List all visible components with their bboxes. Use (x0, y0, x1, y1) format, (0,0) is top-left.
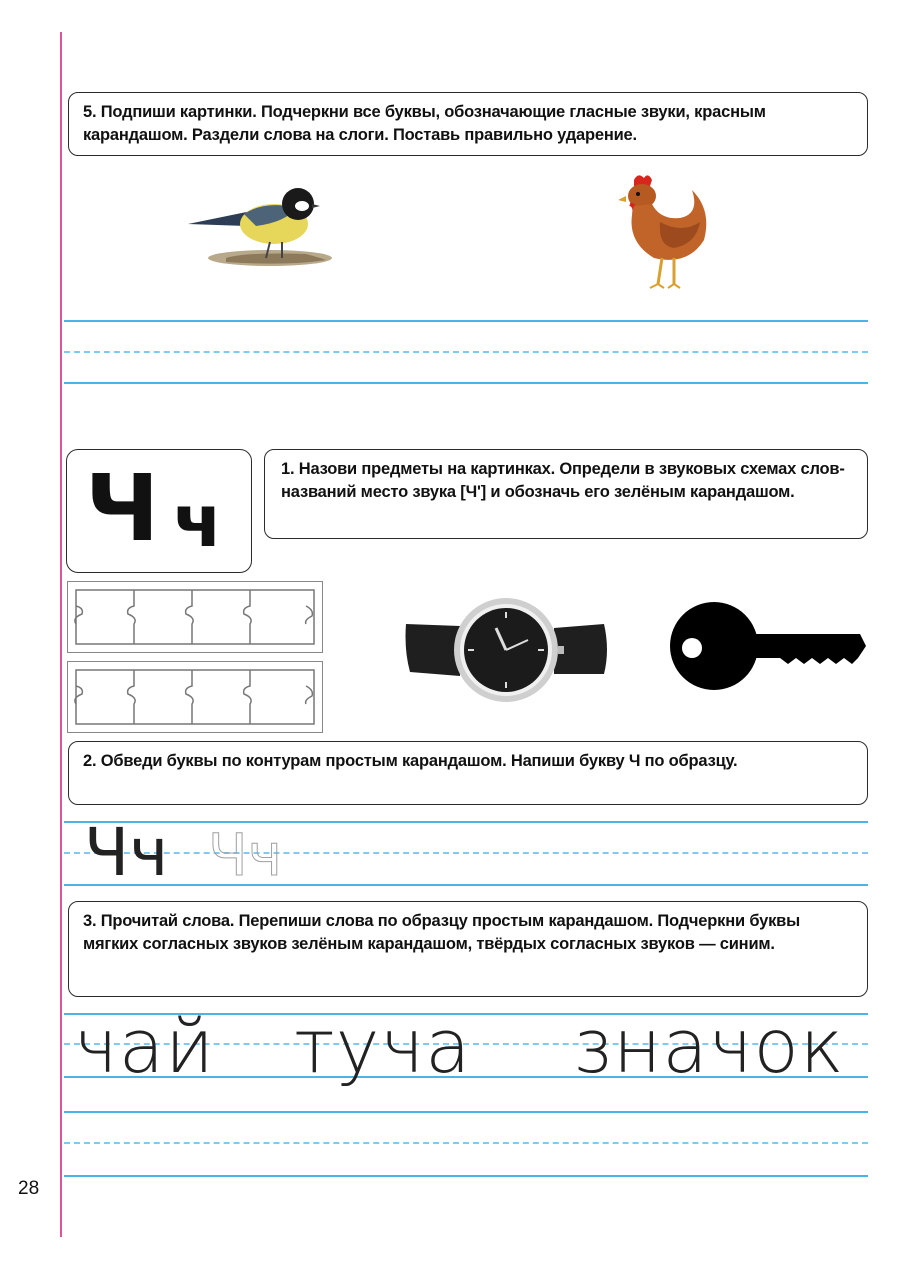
task-5-box (68, 92, 868, 156)
writing-line-dashed (64, 852, 868, 854)
writing-line (64, 320, 868, 322)
writing-line-dashed (64, 351, 868, 353)
letter-trace: Чч (208, 821, 283, 889)
key-image (668, 600, 868, 694)
task-3-text: 3. Прочитай слова. Перепиши слова по образцу простым карандашом. Подчеркни буквы мягких согласных звуков зелёным карандашом, твёрдых согласных звуков — синим. (83, 912, 800, 953)
writing-line-dashed (64, 1142, 868, 1144)
page-number: 28 (18, 1178, 40, 1199)
sample-word: туча (294, 1004, 472, 1090)
sound-scheme-2 (67, 661, 323, 733)
task-2-box (68, 741, 868, 805)
writing-line (64, 382, 868, 384)
task-3-box (68, 901, 868, 997)
task-1-box (264, 449, 868, 539)
letter-card (66, 449, 252, 573)
letter-upper: Ч (85, 455, 160, 562)
sample-word: значок (572, 1004, 845, 1090)
bird-titmouse-image (186, 174, 338, 274)
wristwatch-image (404, 596, 610, 704)
sample-word: чай (74, 1004, 215, 1090)
writing-line (64, 1175, 868, 1177)
letter-sample: Чч (84, 814, 169, 891)
task-5-text: 5. Подпиши картинки. Подчеркни все буквы, обозначающие гласные звуки, красным карандашом. Раздели слова на слоги. Поставь правильно ударение. (83, 103, 766, 144)
task-1-text: 1. Назови предметы на картинках. Определи в звуковых схемах слов-названий место звука [Ч'] и обозначь его зелёным карандашом. (281, 460, 845, 501)
hen-image (604, 170, 716, 294)
sound-scheme-1 (67, 581, 323, 653)
writing-line (64, 1111, 868, 1113)
page-margin-line (60, 32, 62, 1237)
writing-line (64, 884, 868, 886)
letter-lower: ч (173, 479, 223, 563)
writing-line (64, 821, 868, 823)
task-2-text: 2. Обведи буквы по контурам простым карандашом. Напиши букву Ч по образцу. (83, 752, 738, 770)
